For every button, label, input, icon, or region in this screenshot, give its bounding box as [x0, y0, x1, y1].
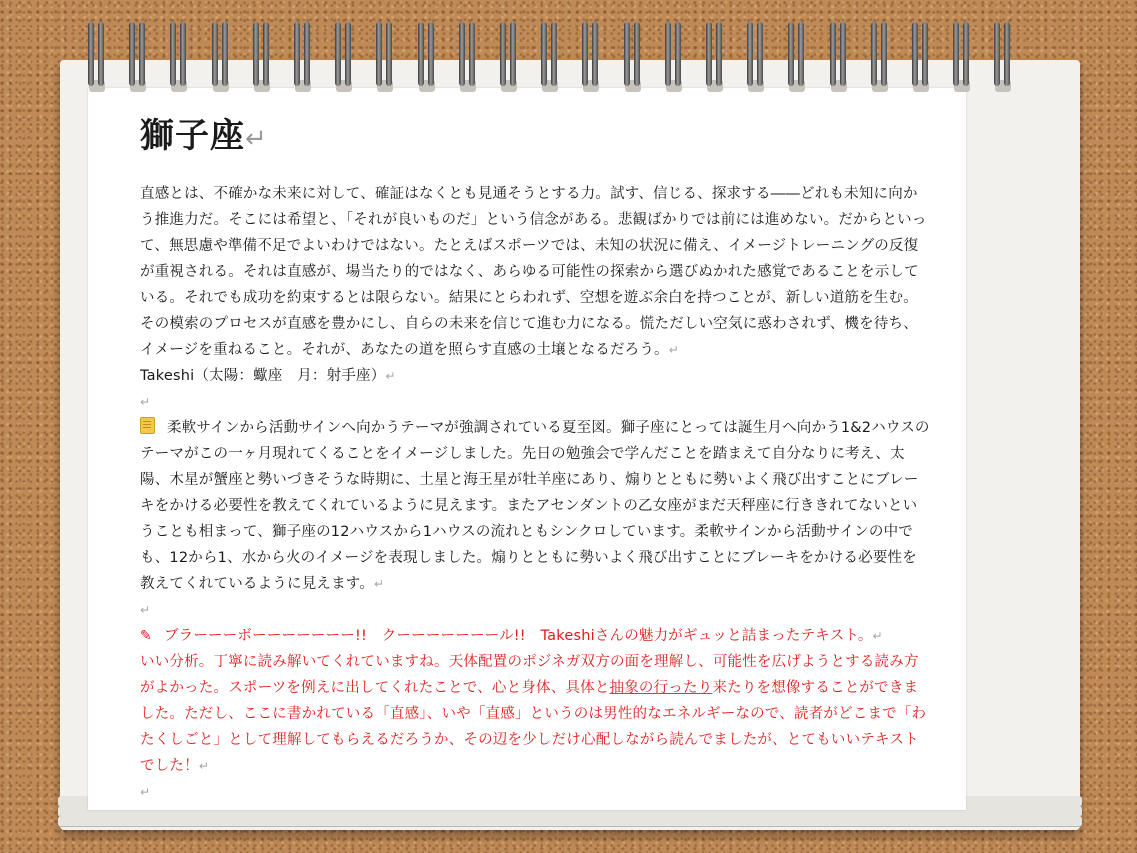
- document-content: [140, 112, 930, 805]
- feedback-body-text-rest: 来たりを想像することができました。ただし、ここに書かれている「直感」、いや「直感」というのは男性的なエネルギーなので、読者がどこまで「わたくしごと」として理解してもらえるだろうか、その辺を少しだけ心配しながら読んでましたが、とてもいいテキストでした！: [140, 680, 927, 774]
- binding-ring: [86, 22, 108, 90]
- page-title: [140, 112, 930, 163]
- binding-ring: [457, 22, 479, 90]
- feedback-headline: [140, 623, 930, 649]
- note-paragraph: [140, 415, 930, 597]
- binding-ring: [745, 22, 767, 90]
- paragraph-mark: ↵: [668, 343, 680, 357]
- binding-ring: [580, 22, 602, 90]
- author-text: Takeshi（太陽：蠍座 月：射手座）: [140, 368, 386, 384]
- binding-ring: [951, 22, 973, 90]
- author-line: [140, 363, 930, 389]
- empty-paragraph: ↵: [140, 603, 151, 617]
- binding-ring: [292, 22, 314, 90]
- binding-ring: [828, 22, 850, 90]
- binding-ring: [539, 22, 561, 90]
- paragraph-mark: ↵: [245, 124, 268, 154]
- binding-ring: [869, 22, 891, 90]
- binding-ring: [251, 22, 273, 90]
- intro-paragraph: [140, 181, 930, 363]
- feedback-section: [140, 623, 930, 779]
- binding-ring: [704, 22, 726, 90]
- notepad-page-edge: [58, 816, 1082, 827]
- feedback-body-text: いい分析。丁寧に読み解いてくれていますね。天体配置のポジネガ双方の面を理解し、可能性を広げようとする読み方がよかった。スポーツを例えに出してくれたことで、心と身体、具体と: [140, 654, 919, 696]
- binding-ring: [374, 22, 396, 90]
- empty-paragraph: ↵: [140, 395, 151, 409]
- underlined-phrase: 抽象の行ったり: [609, 680, 713, 696]
- intro-text: 直感とは、不確かな未来に対して、確証はなくとも見通そうとする力。試す、信じる、探求する――どれも未知に向かう推進力だ。そこには希望と、「それが良いものだ」という信念がある。悲観ばかりでは前には進めない。だからといって、無思慮や準備不足でよいわけではない。たとえばスポーツでは、未知の状況に備え、イメージトレーニングの反復が重視される。それは直感が、場当たり的ではなく、あらゆる可能性の探索から選びぬかれた感覚であることを示している。それでも成功を約束するとは限らない。結果にとらわれず、空想を遊ぶ余白を持つことが、新しい道筋を生む。その模索のプロセスが直感を豊かにし、自らの未来を信じて進む力になる。慌ただしい空気に惑わされず、機を待ち、イメージを重ねること。それが、あなたの道を照らす直感の土壌となるだろう。: [140, 186, 927, 358]
- binding-ring: [168, 22, 190, 90]
- feedback-body: [140, 649, 930, 779]
- paragraph-mark: ↵: [872, 629, 883, 643]
- binding-ring: [498, 22, 520, 90]
- feedback-headline-text: ブラーーーボーーーーーーー!! クーーーーーーール!! Takeshiさんの魅力がギュッと詰まったテキスト。: [163, 628, 873, 644]
- paragraph-mark: ↵: [198, 759, 210, 773]
- empty-paragraph: ↵: [140, 785, 151, 799]
- title-text: 獅子座: [140, 116, 245, 156]
- paragraph-mark: ↵: [385, 369, 396, 383]
- notepad-icon: [140, 417, 155, 434]
- binding-ring: [992, 22, 1014, 90]
- paragraph-mark: ↵: [374, 577, 385, 591]
- binding-ring: [663, 22, 685, 90]
- binding-ring: [210, 22, 232, 90]
- binding-ring: [910, 22, 932, 90]
- binding-ring: [127, 22, 149, 90]
- binding-ring: [786, 22, 808, 90]
- binding-ring: [622, 22, 644, 90]
- note-text: 柔軟サインから活動サインへ向かうテーマが強調されている夏至図。獅子座にとっては誕生月へ向かう1&2ハウスのテーマがこの一ヶ月現れてくることをイメージしました。先日の勉強会で学んだことを踏まえて自分なりに考え、太陽、木星が蟹座と勢いづきそうな時期に、土星と海王星が牡羊座にあり、煽りとともに勢いよく飛び出すことにブレーキをかける必要性を教えてくれているように見えます。またアセンダントの乙女座がまだ天秤座に行ききれてないということも相まって、獅子座の12ハウスから1ハウスの流れともシンクロしています。柔軟サインから活動サインの中でも、12から1、水から火のイメージを表現しました。煽りとともに勢いよく飛び出すことにブレーキをかける必要性を教えてくれているように見えます。: [140, 420, 930, 592]
- binding-ring: [416, 22, 438, 90]
- pencil-icon: ✎: [140, 628, 152, 644]
- binding-ring: [333, 22, 355, 90]
